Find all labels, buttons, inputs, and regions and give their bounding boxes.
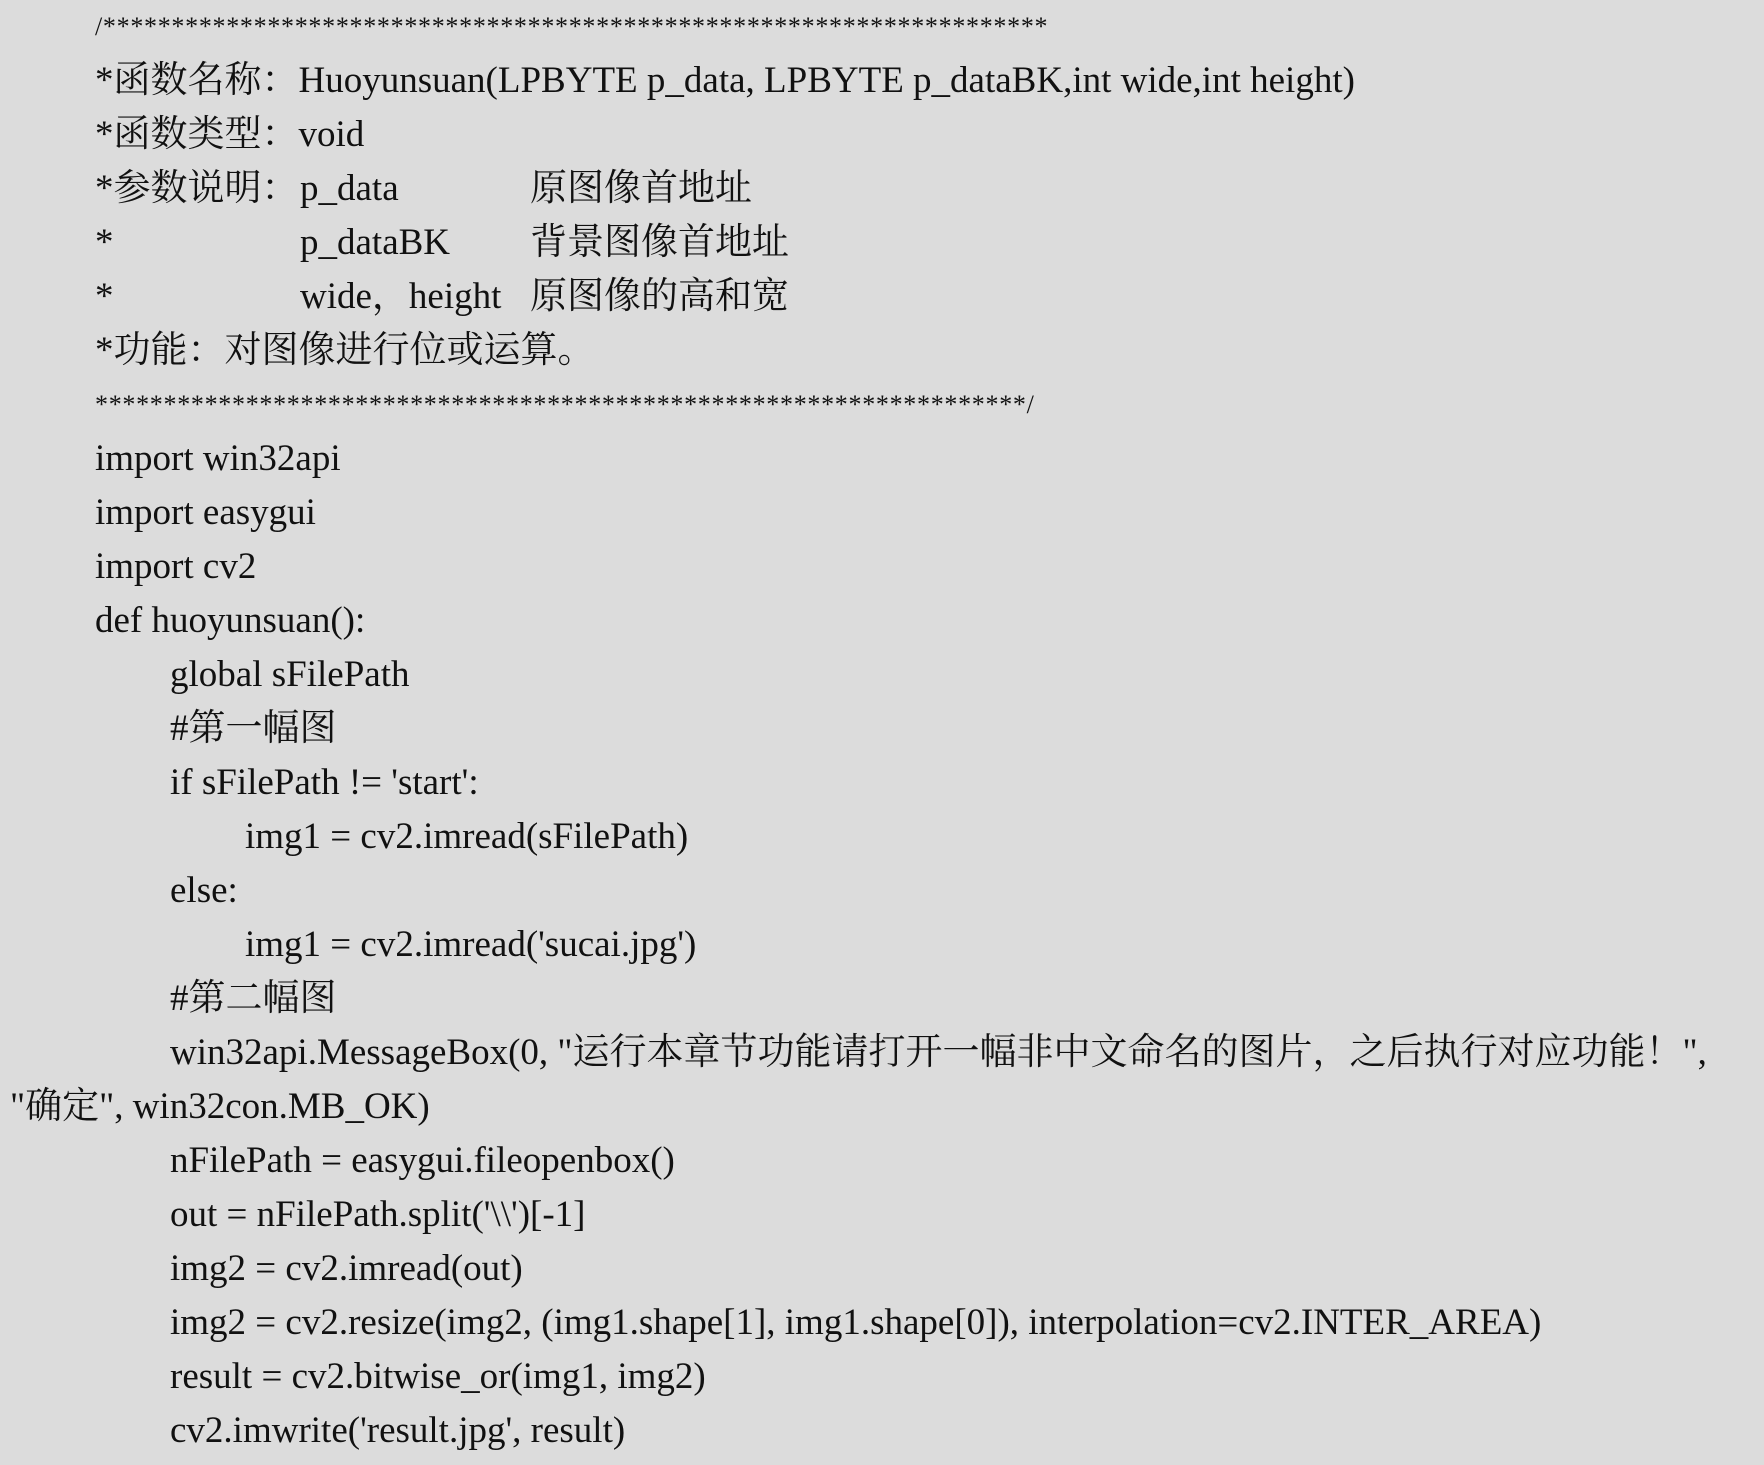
comment-border-top: /********************************************************************* <box>95 12 1049 41</box>
param-lead: * <box>95 222 114 263</box>
code-line: if sFilePath != 'start': <box>170 762 479 803</box>
param-lead: * <box>95 276 114 317</box>
code-line: import cv2 <box>95 546 257 587</box>
param-line <box>95 270 789 324</box>
param-desc: 背景图像首地址 <box>530 222 789 263</box>
code-line: import win32api <box>95 438 341 479</box>
function-name-label: *函数名称： <box>95 60 299 101</box>
code-line: img1 = cv2.imread('sucai.jpg') <box>245 924 697 965</box>
param-name: wide，height <box>300 276 502 317</box>
function-type-line <box>95 108 364 162</box>
function-type-value: void <box>298 114 365 155</box>
function-name-line <box>95 54 1355 108</box>
param-line <box>95 162 752 216</box>
code-line: cv2.imwrite('result.jpg', result) <box>170 1410 626 1451</box>
code-line: else: <box>170 870 238 911</box>
code-line: img2 = cv2.resize(img2, (img1.shape[1], img1.shape[0]), interpolation=cv2.INTER_AREA) <box>170 1302 1542 1343</box>
code-line-continuation: "确定", win32con.MB_OK) <box>10 1086 430 1127</box>
param-line <box>95 216 789 270</box>
code-line: img2 = cv2.imread(out) <box>170 1248 523 1289</box>
comment-border-bottom: ********************************************************************/ <box>95 390 1035 419</box>
code-line: global sFilePath <box>170 654 410 695</box>
param-lead: *参数说明： <box>95 168 299 209</box>
code-line: win32api.MessageBox(0, "运行本章节功能请打开一幅非中文命名的图片，之后执行对应功能！", <box>170 1032 1707 1073</box>
code-line: img1 = cv2.imread(sFilePath) <box>245 816 689 857</box>
code-line: import easygui <box>95 492 316 533</box>
param-name: p_data <box>300 168 399 209</box>
param-desc: 原图像的高和宽 <box>530 276 789 317</box>
code-line: out = nFilePath.split('\\')[-1] <box>170 1194 586 1235</box>
code-comment: #第一幅图 <box>170 708 337 749</box>
code-line: result = cv2.bitwise_or(img1, img2) <box>170 1356 706 1397</box>
function-name-value: Huoyunsuan(LPBYTE p_data, LPBYTE p_dataBK,int wide,int height) <box>298 60 1355 101</box>
function-type-label: *函数类型： <box>95 114 299 155</box>
param-name: p_dataBK <box>300 222 451 263</box>
code-line: def huoyunsuan(): <box>95 600 366 641</box>
function-description: *功能：对图像进行位或运算。 <box>95 330 595 371</box>
code-line: nFilePath = easygui.fileopenbox() <box>170 1140 675 1181</box>
param-desc: 原图像首地址 <box>530 168 752 209</box>
code-comment: #第二幅图 <box>170 978 337 1019</box>
